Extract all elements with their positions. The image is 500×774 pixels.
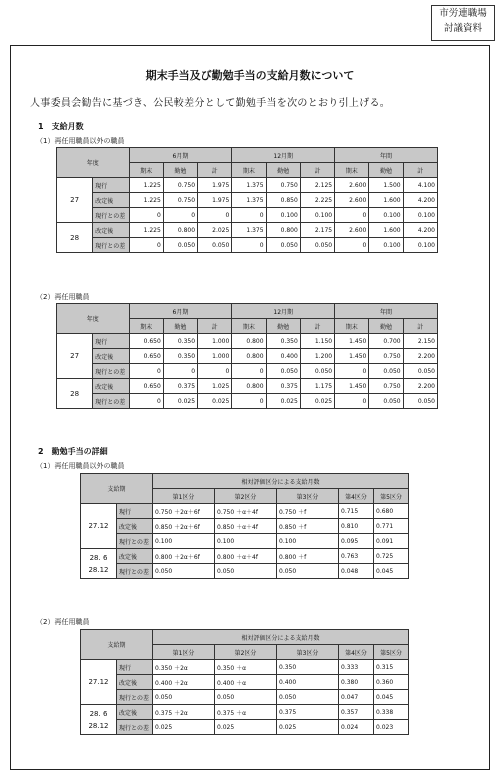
value-cell: 0.100 — [277, 534, 339, 549]
table-row — [57, 238, 438, 253]
header-subcolumn: 期末 — [129, 319, 163, 334]
value-cell: 0.050 — [277, 690, 339, 705]
value-cell: 0.025 — [198, 394, 232, 409]
value-cell: 0.025 — [153, 720, 215, 735]
value-cell: 0.650 — [129, 349, 163, 364]
table-row — [57, 223, 438, 238]
year-cell: 28 — [57, 223, 93, 253]
header-category: 第5区分 — [374, 645, 409, 660]
value-cell: 0.048 — [339, 564, 374, 579]
value-cell: 0.023 — [374, 720, 409, 735]
value-cell: 0.400 ＋2α — [153, 675, 215, 690]
row-label: 改定後 — [117, 549, 153, 564]
value-cell: 2.225 — [300, 193, 334, 208]
value-cell: 0 — [163, 208, 197, 223]
value-cell: 0 — [129, 394, 163, 409]
value-cell: 0 — [232, 364, 266, 379]
table-row — [81, 660, 409, 675]
value-cell: 0.050 — [300, 364, 334, 379]
value-cell: 0.050 — [163, 238, 197, 253]
section-1-heading: 1 支給月数 — [38, 122, 84, 131]
value-cell: 1.375 — [232, 193, 266, 208]
year-cell: 27 — [57, 334, 93, 379]
table-row — [57, 178, 438, 193]
table-row — [81, 720, 409, 735]
table-4-caption: （2）再任用職員 — [36, 618, 90, 626]
header-category: 第3区分 — [277, 489, 339, 504]
table-row — [57, 349, 438, 364]
table-row — [57, 334, 438, 349]
header-category: 第2区分 — [215, 489, 277, 504]
header-payment-period: 支給期 — [81, 630, 153, 660]
header-category: 第1区分 — [153, 489, 215, 504]
value-cell: 2.150 — [403, 334, 437, 349]
table-row — [57, 394, 438, 409]
value-cell: 0.375 — [266, 379, 300, 394]
header-subcolumn: 計 — [198, 319, 232, 334]
period-cell: 28. 6 28.12 — [81, 705, 117, 735]
row-label: 改定後 — [117, 519, 153, 534]
value-cell: 0.050 — [369, 394, 403, 409]
header-category: 第3区分 — [277, 645, 339, 660]
value-cell: 0.100 — [300, 208, 334, 223]
table-row — [57, 364, 438, 379]
value-cell: 0.750 — [163, 178, 197, 193]
value-cell: 1.150 — [300, 334, 334, 349]
value-cell: 0.380 — [339, 675, 374, 690]
value-cell: 0 — [198, 364, 232, 379]
section-2-heading: 2 勤勉手当の詳細 — [38, 447, 108, 456]
table-1-caption: （1）再任用職員以外の職員 — [36, 137, 125, 145]
value-cell: 0.050 — [369, 364, 403, 379]
header-category: 第4区分 — [339, 489, 374, 504]
row-label: 現行との差 — [93, 208, 129, 223]
row-label: 改定後 — [117, 705, 153, 720]
table-4-diligence-details-reappointed — [80, 629, 409, 735]
table-row — [81, 564, 409, 579]
row-label: 改定後 — [93, 379, 129, 394]
row-label: 現行 — [93, 178, 129, 193]
value-cell: 0.050 — [215, 690, 277, 705]
header-subcolumn: 勤勉 — [369, 163, 403, 178]
header-year: 年度 — [57, 148, 130, 178]
row-label: 現行との差 — [117, 564, 153, 579]
header-subcolumn: 計 — [300, 319, 334, 334]
value-cell: 0 — [198, 208, 232, 223]
value-cell: 2.175 — [300, 223, 334, 238]
value-cell: 0.350 ＋α — [215, 660, 277, 675]
value-cell: 0.350 — [163, 334, 197, 349]
value-cell: 0.091 — [374, 534, 409, 549]
table-3-diligence-details-regular — [80, 473, 409, 579]
header-subcolumn: 勤勉 — [369, 319, 403, 334]
value-cell: 0.045 — [374, 690, 409, 705]
value-cell: 1.200 — [300, 349, 334, 364]
value-cell: 0.050 — [198, 238, 232, 253]
period-cell: 27.12 — [81, 660, 117, 705]
value-cell: 0.100 — [403, 208, 437, 223]
value-cell: 2.200 — [403, 349, 437, 364]
header-period-group: 年間 — [335, 148, 438, 163]
table-row — [57, 193, 438, 208]
value-cell: 0.750 ＋α＋4f — [215, 504, 277, 519]
row-label: 現行との差 — [93, 364, 129, 379]
table-row — [81, 534, 409, 549]
value-cell: 0.375 ＋α — [215, 705, 277, 720]
value-cell: 0.850 ＋α＋4f — [215, 519, 277, 534]
header-category: 第2区分 — [215, 645, 277, 660]
header-category: 第5区分 — [374, 489, 409, 504]
value-cell: 0 — [129, 208, 163, 223]
value-cell: 0.357 — [339, 705, 374, 720]
value-cell: 0.800 ＋f — [277, 549, 339, 564]
table-2-caption: （2）再任用職員 — [36, 293, 90, 301]
value-cell: 0.725 — [374, 549, 409, 564]
header-subcolumn: 計 — [198, 163, 232, 178]
value-cell: 0 — [232, 208, 266, 223]
value-cell: 2.600 — [335, 193, 369, 208]
value-cell: 0 — [129, 238, 163, 253]
value-cell: 1.975 — [198, 193, 232, 208]
table-row — [81, 504, 409, 519]
table-row — [81, 549, 409, 564]
value-cell: 0.750 — [266, 178, 300, 193]
value-cell: 1.025 — [198, 379, 232, 394]
value-cell: 0.750 — [369, 349, 403, 364]
header-period-group: 年間 — [335, 304, 438, 319]
intro-text: 人事委員会勧告に基づき、公民較差分として勤勉手当を次のとおり引上げる。 — [30, 98, 391, 109]
table-row — [57, 208, 438, 223]
value-cell: 4.200 — [403, 193, 437, 208]
header-year: 年度 — [57, 304, 130, 334]
header-period-group: 12月期 — [232, 304, 335, 319]
value-cell: 0.750 ＋f — [277, 504, 339, 519]
value-cell: 1.450 — [335, 349, 369, 364]
period-cell: 28. 6 28.12 — [81, 549, 117, 579]
row-label: 現行との差 — [93, 394, 129, 409]
value-cell: 0.050 — [153, 690, 215, 705]
value-cell: 0.050 — [403, 364, 437, 379]
value-cell: 4.100 — [403, 178, 437, 193]
value-cell: 2.200 — [403, 379, 437, 394]
value-cell: 0.750 — [163, 193, 197, 208]
value-cell: 4.200 — [403, 223, 437, 238]
value-cell: 0.050 — [266, 364, 300, 379]
value-cell: 0.800 — [163, 223, 197, 238]
value-cell: 0.025 — [277, 720, 339, 735]
value-cell: 0.050 — [153, 564, 215, 579]
value-cell: 0.050 — [300, 238, 334, 253]
row-label: 現行 — [93, 334, 129, 349]
value-cell: 0 — [232, 238, 266, 253]
row-label: 改定後 — [93, 223, 129, 238]
header-relative-evaluation: 相対評価区分による支給月数 — [153, 474, 409, 489]
stamp-line-2: 討議資料 — [443, 23, 482, 34]
value-cell: 0.360 — [374, 675, 409, 690]
value-cell: 0.025 — [300, 394, 334, 409]
value-cell: 0.400 ＋α — [215, 675, 277, 690]
header-subcolumn: 期末 — [335, 319, 369, 334]
value-cell: 0.100 — [153, 534, 215, 549]
header-subcolumn: 期末 — [129, 163, 163, 178]
header-subcolumn: 期末 — [335, 163, 369, 178]
value-cell: 0.810 — [339, 519, 374, 534]
value-cell: 0.800 — [232, 349, 266, 364]
header-subcolumn: 勤勉 — [266, 163, 300, 178]
value-cell: 1.000 — [198, 349, 232, 364]
year-cell: 28 — [57, 379, 93, 409]
value-cell: 0.400 — [266, 349, 300, 364]
row-label: 現行 — [117, 504, 153, 519]
value-cell: 0.100 — [369, 208, 403, 223]
value-cell: 0 — [163, 364, 197, 379]
table-row — [57, 379, 438, 394]
year-cell: 27 — [57, 178, 93, 223]
value-cell: 0.800 — [232, 334, 266, 349]
header-subcolumn: 計 — [403, 163, 437, 178]
header-period-group: 12月期 — [232, 148, 335, 163]
value-cell: 1.450 — [335, 379, 369, 394]
table-row — [81, 690, 409, 705]
value-cell: 0.100 — [266, 208, 300, 223]
value-cell: 1.600 — [369, 223, 403, 238]
value-cell: 0.850 ＋f — [277, 519, 339, 534]
header-subcolumn: 計 — [403, 319, 437, 334]
header-subcolumn: 勤勉 — [163, 163, 197, 178]
value-cell: 1.975 — [198, 178, 232, 193]
row-label: 改定後 — [117, 675, 153, 690]
value-cell: 0.025 — [266, 394, 300, 409]
header-category: 第4区分 — [339, 645, 374, 660]
discussion-material-stamp — [431, 5, 495, 41]
value-cell: 0 — [232, 394, 266, 409]
row-label: 現行 — [117, 660, 153, 675]
header-relative-evaluation: 相対評価区分による支給月数 — [153, 630, 409, 645]
value-cell: 0.024 — [339, 720, 374, 735]
value-cell: 0.763 — [339, 549, 374, 564]
stamp-line-1: 市労連職場 — [439, 8, 487, 19]
value-cell: 1.375 — [232, 223, 266, 238]
row-label: 現行との差 — [117, 534, 153, 549]
value-cell: 0.715 — [339, 504, 374, 519]
value-cell: 0.680 — [374, 504, 409, 519]
value-cell: 0.400 — [277, 675, 339, 690]
value-cell: 0.850 — [266, 193, 300, 208]
table-row — [81, 705, 409, 720]
table-row — [81, 519, 409, 534]
header-subcolumn: 勤勉 — [163, 319, 197, 334]
value-cell: 0.850 ＋2α＋6f — [153, 519, 215, 534]
value-cell: 0.050 — [403, 394, 437, 409]
value-cell: 0.333 — [339, 660, 374, 675]
value-cell: 0.800 ＋α＋4f — [215, 549, 277, 564]
value-cell: 0.338 — [374, 705, 409, 720]
header-subcolumn: 期末 — [232, 163, 266, 178]
value-cell: 1.375 — [232, 178, 266, 193]
row-label: 現行との差 — [117, 690, 153, 705]
value-cell: 2.025 — [198, 223, 232, 238]
header-subcolumn: 期末 — [232, 319, 266, 334]
value-cell: 1.600 — [369, 193, 403, 208]
value-cell: 0.800 — [266, 223, 300, 238]
value-cell: 0.375 — [163, 379, 197, 394]
value-cell: 1.000 — [198, 334, 232, 349]
value-cell: 0.350 — [163, 349, 197, 364]
value-cell: 0.045 — [374, 564, 409, 579]
value-cell: 0.700 — [369, 334, 403, 349]
header-payment-period: 支給期 — [81, 474, 153, 504]
value-cell: 0.750 — [369, 379, 403, 394]
value-cell: 1.175 — [300, 379, 334, 394]
value-cell: 2.125 — [300, 178, 334, 193]
row-label: 現行との差 — [93, 238, 129, 253]
value-cell: 0.350 — [277, 660, 339, 675]
value-cell: 0.800 — [232, 379, 266, 394]
header-period-group: 6月期 — [129, 148, 232, 163]
value-cell: 0.315 — [374, 660, 409, 675]
value-cell: 0.095 — [339, 534, 374, 549]
table-row — [81, 675, 409, 690]
value-cell: 1.225 — [129, 178, 163, 193]
value-cell: 1.500 — [369, 178, 403, 193]
value-cell: 0.047 — [339, 690, 374, 705]
table-3-caption: （1）再任用職員以外の職員 — [36, 462, 125, 470]
value-cell: 0.800 ＋2α＋6f — [153, 549, 215, 564]
value-cell: 0.350 — [266, 334, 300, 349]
value-cell: 0 — [129, 364, 163, 379]
value-cell: 1.225 — [129, 223, 163, 238]
value-cell: 0.650 — [129, 334, 163, 349]
value-cell: 2.600 — [335, 178, 369, 193]
header-period-group: 6月期 — [129, 304, 232, 319]
value-cell: 0.050 — [266, 238, 300, 253]
value-cell: 0.025 — [163, 394, 197, 409]
period-cell: 27.12 — [81, 504, 117, 549]
value-cell: 0.771 — [374, 519, 409, 534]
value-cell: 0 — [335, 394, 369, 409]
value-cell: 0.050 — [277, 564, 339, 579]
row-label: 改定後 — [93, 193, 129, 208]
value-cell: 1.450 — [335, 334, 369, 349]
value-cell: 0.050 — [215, 564, 277, 579]
value-cell: 0 — [335, 208, 369, 223]
value-cell: 2.600 — [335, 223, 369, 238]
value-cell: 0 — [335, 364, 369, 379]
value-cell: 0.025 — [215, 720, 277, 735]
value-cell: 0.100 — [215, 534, 277, 549]
row-label: 改定後 — [93, 349, 129, 364]
value-cell: 0.100 — [369, 238, 403, 253]
value-cell: 0.375 ＋2α — [153, 705, 215, 720]
value-cell: 0.750 ＋2α＋6f — [153, 504, 215, 519]
table-2-bonus-months-reappointed — [56, 303, 438, 409]
value-cell: 0.350 ＋2α — [153, 660, 215, 675]
header-subcolumn: 勤勉 — [266, 319, 300, 334]
value-cell: 0.375 — [277, 705, 339, 720]
table-1-bonus-months-regular — [56, 147, 438, 253]
value-cell: 0.650 — [129, 379, 163, 394]
value-cell: 0.100 — [403, 238, 437, 253]
document-title: 期末手当及び勤勉手当の支給月数について — [145, 69, 355, 82]
value-cell: 0 — [335, 238, 369, 253]
header-subcolumn: 計 — [300, 163, 334, 178]
row-label: 現行との差 — [117, 720, 153, 735]
value-cell: 1.225 — [129, 193, 163, 208]
header-category: 第1区分 — [153, 645, 215, 660]
